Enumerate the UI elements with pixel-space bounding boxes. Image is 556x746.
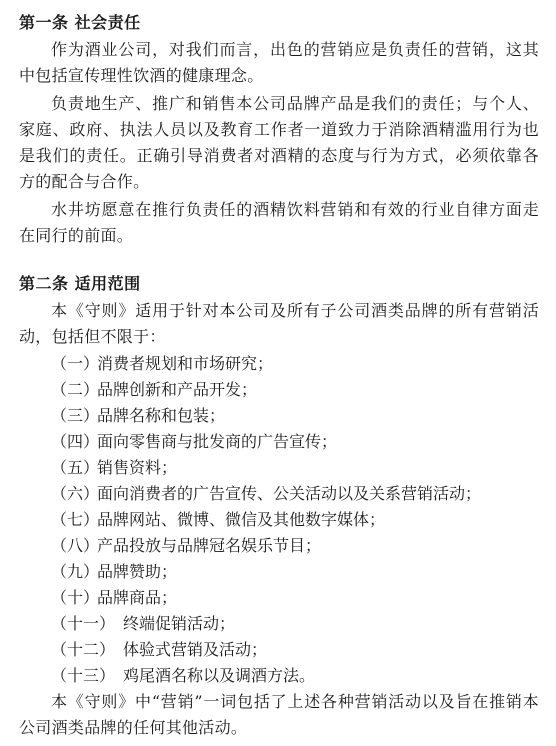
list-item <box>51 637 481 663</box>
list-item-number: （六） <box>51 484 100 503</box>
list-item-number: （七） <box>51 510 100 529</box>
list-item <box>51 429 481 455</box>
list-item-text: 销售资料； <box>97 458 178 477</box>
list-item-number: （十一） <box>51 614 116 633</box>
list-item <box>51 403 481 429</box>
list-item-number: （五） <box>51 458 100 477</box>
list-item-number: （十二） <box>51 640 116 659</box>
list-item-text: 面向消费者的广告宣传、公关活动以及关系营销活动； <box>97 484 482 503</box>
list-item-number: （二） <box>51 380 100 399</box>
article-1-paragraph-2: 负责地生产、推广和销售本公司品牌产品是我们的责任；与个人、家庭、政府、执法人员以及教育工作者一道致力于消除酒精滥用行为也是我们的责任。正确引导消费者对酒精的态度与行为方式，必须依靠各方的配合与合作。 <box>19 94 539 191</box>
list-item-number: （八） <box>51 536 100 555</box>
list-item-text: 产品投放与品牌冠名娱乐节目； <box>97 536 322 555</box>
article-1-paragraph-3: 水井坊愿意在推行负责任的酒精饮料营销和有效的行业自律方面走在同行的前面。 <box>19 200 539 245</box>
list-item <box>51 533 481 559</box>
article-2-heading: 第二条 适用范围 <box>19 274 141 293</box>
list-item-number: （一） <box>51 354 100 373</box>
article-1-paragraph-1: 作为酒业公司，对我们而言，出色的营销应是负责任的营销，这其中包括宣传理性饮酒的健康理念。 <box>19 40 539 85</box>
list-item <box>51 559 481 585</box>
list-item-text: 终端促销活动； <box>123 614 236 633</box>
list-item-text: 消费者规划和市场研究； <box>97 354 274 373</box>
list-item <box>51 455 481 481</box>
list-item-text: 品牌赞助； <box>97 562 178 581</box>
list-item <box>51 663 481 689</box>
list-item-text: 品牌网站、微博、微信及其他数字媒体； <box>97 510 386 529</box>
list-item-text: 品牌名称和包装； <box>97 406 226 425</box>
list-item-number: （九） <box>51 562 100 581</box>
list-item <box>51 507 481 533</box>
list-item-text: 品牌商品； <box>97 588 178 607</box>
list-item-text: 品牌创新和产品开发； <box>97 380 258 399</box>
list-item <box>51 481 481 507</box>
list-item-number: （十三） <box>51 666 116 685</box>
article-2-closing: 本《守则》中“营销”一词包括了上述各种营销活动以及旨在推销本公司酒类品牌的任何其他活动。 <box>19 692 539 737</box>
list-item <box>51 585 481 611</box>
list-item-text: 面向零售商与批发商的广告宣传； <box>97 432 338 451</box>
list-item-number: （四） <box>51 432 100 451</box>
list-item <box>51 377 481 403</box>
list-item-number: （十） <box>51 588 100 607</box>
list-item <box>51 611 481 637</box>
list-item-text: 体验式营销及活动； <box>123 640 268 659</box>
list-item-number: （三） <box>51 406 100 425</box>
list-item-text: 鸡尾酒名称以及调酒方法。 <box>123 666 316 685</box>
article-1-heading: 第一条 社会责任 <box>19 13 141 32</box>
article-2-intro: 本《守则》适用于针对本公司及所有子公司酒类品牌的所有营销活动，包括但不限于： <box>19 301 539 346</box>
list-item <box>51 351 481 377</box>
scope-list <box>51 351 481 689</box>
